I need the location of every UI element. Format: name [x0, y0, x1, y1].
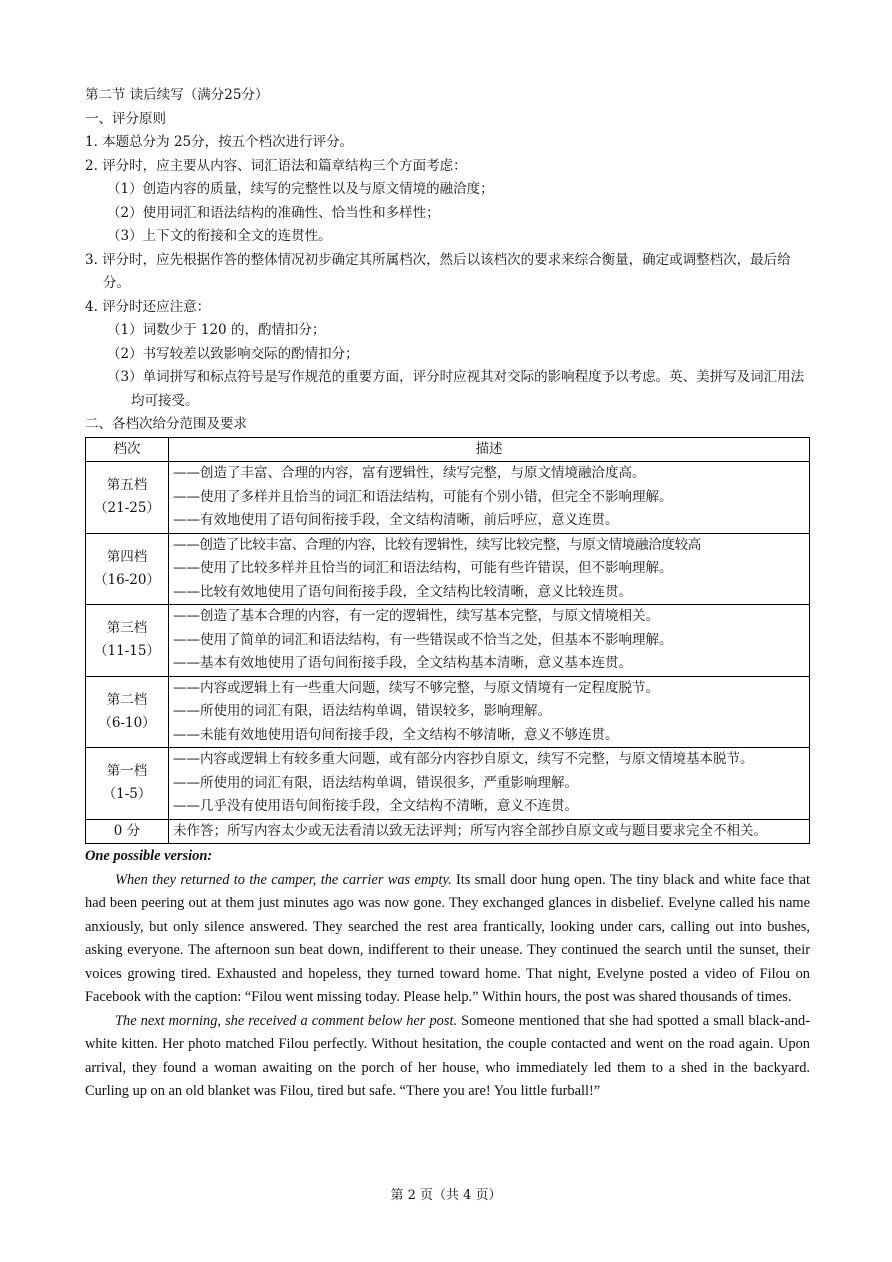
- grade-range: （6-10）: [98, 714, 156, 731]
- principle-4-sub-3: （3）单词拼写和标点符号是写作规范的重要方面，评分时应视其对交际的影响程度予以考虑。英、美拼写及词汇用法均可接受。: [107, 369, 805, 409]
- grade-range: （11-15）: [94, 643, 160, 660]
- grade-desc-line: ——使用了多样并且恰当的词汇和语法结构，可能有个别小错，但完全不影响理解。: [173, 488, 673, 505]
- grade-row-3: [86, 605, 810, 677]
- grade-row-2: [86, 676, 810, 748]
- paragraph-1-opening: When they returned to the camper, the carrier was empty.: [115, 871, 452, 888]
- grade-name: 第五档: [106, 477, 148, 494]
- principle-2: 2. 评分时，应主要从内容、词汇语法和篇章结构三个方面考虑：: [85, 157, 467, 174]
- principle-1: 1. 本题总分为 25分，按五个档次进行评分。: [85, 134, 354, 150]
- grade-desc-line: ——有效地使用了语句间衔接手段，全文结构清晰，前后呼应，意义连贯。: [173, 512, 619, 528]
- grade-desc-line: ——使用了比较多样并且恰当的词汇和语法结构，可能有些许错误，但不影响理解。: [173, 560, 673, 576]
- table-heading: 二、各档次给分范围及要求: [85, 416, 247, 432]
- grade-row-4: [86, 533, 810, 605]
- grade-name: 第四档: [106, 548, 148, 565]
- grade-row-5: [86, 462, 810, 534]
- grade-row-0: [86, 819, 810, 844]
- principle-4-sub-2: （2）书写较差以致影响交际的酌情扣分；: [107, 345, 359, 362]
- principle-4-sub-1: （1）词数少于 120 的，酌情扣分；: [107, 322, 326, 338]
- paragraph-2-body: Someone mentioned that she had spotted a small black-and-white kitten. Her photo matched Filou perfectly. Without hesitation, the couple contacted and went on the road again. Upon arrival, they found a woman awaiting on the porch of her house, who immediately led them to a shed in the backyard. Curling up on an old blanket was Filou, tired but safe. “There you are! You little furball!”: [85, 1012, 810, 1099]
- grade-desc-line: ——基本有效地使用了语句间衔接手段，全文结构基本清晰，意义基本连贯。: [173, 655, 632, 671]
- grade-desc-line: ——使用了简单的词汇和语法结构，有一些错误或不恰当之处，但基本不影响理解。: [173, 631, 673, 648]
- principle-2-sub-2: （2）使用词汇和语法结构的准确性、恰当性和多样性；: [107, 204, 440, 221]
- document-page: [85, 84, 810, 1104]
- grade-desc-line: ——创造了比较丰富、合理的内容，比较有逻辑性，续写比较完整，与原文情境融洽度较高: [173, 536, 701, 553]
- grade-desc-line: ——所使用的词汇有限，语法结构单调，错误较多，影响理解。: [173, 703, 551, 719]
- grade-desc-line: ——未能有效地使用语句间衔接手段，全文结构不够清晰，意义不够连贯。: [173, 726, 619, 743]
- section-title: 第二节 读后续写（满分25分）: [85, 87, 269, 103]
- version-label: One possible version:: [85, 848, 213, 864]
- principle-4: 4. 评分时还应注意：: [85, 298, 211, 315]
- essay-paragraph-2: [85, 1010, 810, 1104]
- grade-name: 第一档: [106, 763, 148, 780]
- column-header-level: 档次: [86, 437, 169, 462]
- grade-desc-line: ——创造了基本合理的内容，有一定的逻辑性，续写基本完整，与原文情境相关。: [173, 608, 659, 624]
- principle-2-sub-3: （3）上下文的衔接和全文的连贯性。: [107, 228, 332, 244]
- page-footer: 第 2 页（共 4 页）: [390, 1188, 502, 1203]
- grade-desc-line: ——内容或逻辑上有一些重大问题，续写不够完整，与原文情境有一定程度脱节。: [173, 679, 659, 696]
- grade-range: （1-5）: [102, 786, 152, 803]
- paragraph-2-opening: The next morning, she received a comment below her post.: [115, 1012, 458, 1029]
- grade-desc-line: ——创造了丰富、合理的内容，富有逻辑性，续写完整，与原文情境融洽度高。: [173, 465, 646, 481]
- grade-name: 第三档: [106, 620, 148, 637]
- grade-desc-line: 未作答；所写内容太少或无法看清以致无法评判；所写内容全部抄自原文或与题目要求完全不相关。: [173, 822, 767, 839]
- grade-name: 第二档: [106, 691, 148, 708]
- grade-desc-line: ——比较有效地使用了语句间衔接手段，全文结构比较清晰，意义比较连贯。: [173, 583, 632, 600]
- table-header-row: [86, 437, 810, 462]
- grade-desc-line: ——内容或逻辑上有较多重大问题，或有部分内容抄自原文，续写不完整，与原文情境基本脱节。: [173, 751, 754, 767]
- column-header-description: 描述: [169, 437, 810, 462]
- paragraph-1-body: Its small door hung open. The tiny black and white face that had been peering out at them just minutes ago was now gone. They exchanged glances in disbelief. Evelyne called his name anxiously, but only silence answered. They searched the rest area frantically, looking under cars, calling out into bushes, asking everyone. The afternoon sun beat down, indifferent to their unease. They continued the search until the sunset, their voices growing tired. Exhausted and hopeless, they turned toward home. That night, Evelyne posted a video of Filou on Facebook with the caption: “Filou went missing today. Please help.” Within hours, the post was shared thousands of times.: [85, 871, 810, 1005]
- grading-table: [85, 437, 810, 845]
- principle-3: 3. 评分时，应先根据作答的整体情况初步确定其所属档次，然后以该档次的要求来综合衡量，确定或调整档次，最后给分。: [85, 251, 791, 291]
- grade-desc-line: ——几乎没有使用语句间衔接手段，全文结构不清晰，意义不连贯。: [173, 798, 578, 814]
- grade-range: （16-20）: [94, 571, 160, 588]
- grade-row-1: [86, 748, 810, 820]
- grade-range: （21-25）: [94, 500, 160, 517]
- grade-name: 0 分: [113, 822, 141, 839]
- grade-desc-line: ——所使用的词汇有限，语法结构单调，错误很多，严重影响理解。: [173, 774, 578, 791]
- principles-heading: 一、评分原则: [85, 110, 166, 127]
- essay-paragraph-1: [85, 869, 810, 1010]
- principle-2-sub-1: （1）创造内容的质量，续写的完整性以及与原文情境的融洽度；: [107, 181, 494, 197]
